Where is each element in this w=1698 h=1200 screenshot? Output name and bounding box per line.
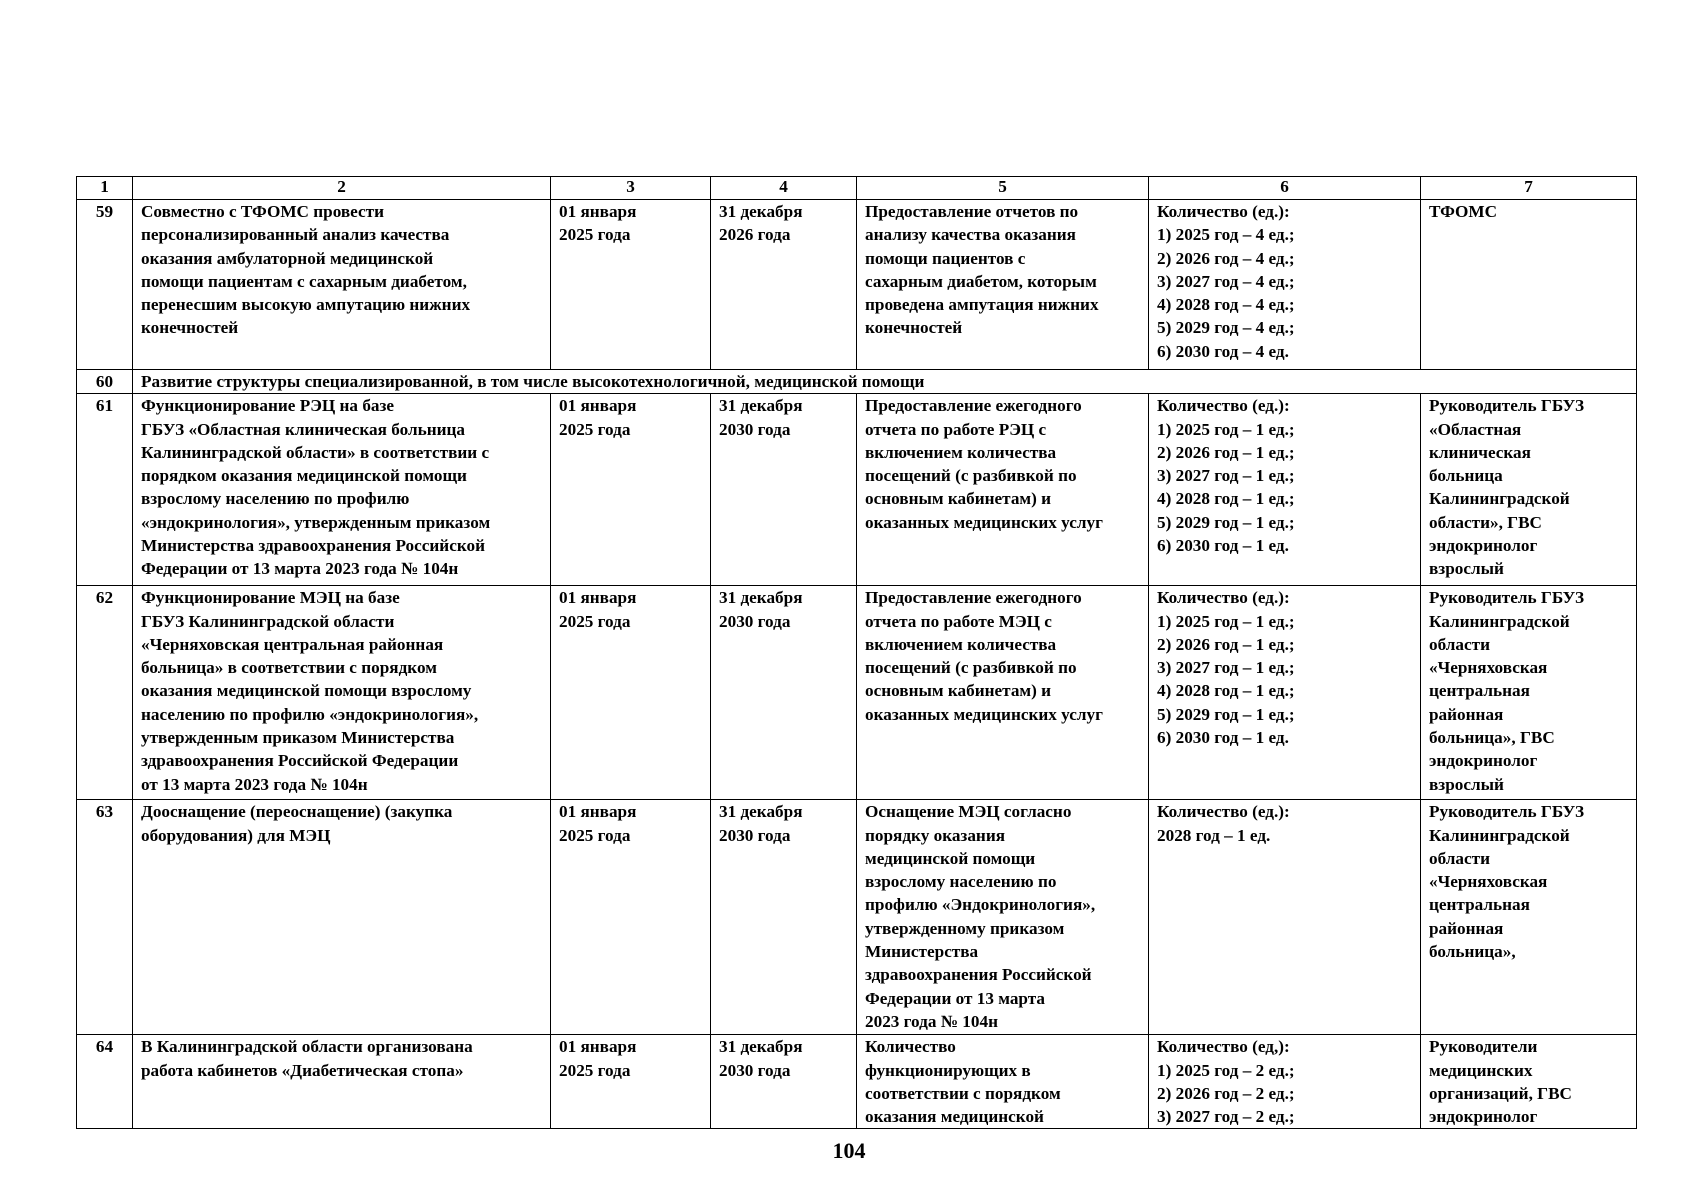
- cell-text-line: проведена ампутация нижних: [865, 295, 1099, 315]
- cell-text-line: 6) 2030 год – 1 ед.: [1157, 536, 1289, 556]
- cell-text-line: 31 декабря: [719, 588, 803, 608]
- cell-text-line: соответствии с порядком: [865, 1083, 1061, 1103]
- cell-text-line: Предоставление ежегодного: [865, 588, 1082, 608]
- cell-text-line: больница» в соответствии с порядком: [141, 658, 437, 678]
- result-cell: [857, 1035, 1149, 1129]
- cell-text-line: 2025 года: [559, 611, 631, 631]
- cell-text-line: центральная: [1429, 681, 1530, 701]
- cell-text-line: отчета по работе РЭЦ с: [865, 419, 1047, 439]
- column-header: 5: [857, 177, 1149, 200]
- cell-text-line: Предоставление ежегодного: [865, 396, 1082, 416]
- result-cell: [857, 586, 1149, 800]
- indicator-cell: [1149, 394, 1421, 586]
- action-cell: [133, 394, 551, 586]
- cell-text-line: профилю «Эндокринология»,: [865, 895, 1096, 915]
- cell-text-line: 2023 года № 104н: [865, 1011, 998, 1031]
- indicator-cell: [1149, 586, 1421, 800]
- cell-text-line: посещений (с разбивкой по: [865, 466, 1077, 486]
- cell-text-line: 2030 года: [719, 611, 791, 631]
- cell-text-line: сахарным диабетом, которым: [865, 271, 1097, 291]
- cell-text-line: Количество: [865, 1037, 956, 1057]
- cell-text-line: конечностей: [865, 318, 963, 338]
- row-number: 63: [77, 800, 133, 1035]
- column-header: 2: [133, 177, 551, 200]
- start-date-cell: [551, 586, 711, 800]
- action-cell: [133, 200, 551, 370]
- cell-text-line: области», ГВС: [1429, 512, 1542, 532]
- cell-text-line: эндокринолог: [1429, 751, 1538, 771]
- column-header: 3: [551, 177, 711, 200]
- cell-text-line: 2026 года: [719, 225, 791, 245]
- cell-text-line: оказания амбулаторной медицинской: [141, 248, 434, 268]
- cell-text-line: работа кабинетов «Диабетическая стопа»: [141, 1060, 464, 1080]
- start-date-cell: [551, 200, 711, 370]
- cell-text-line: 5) 2029 год – 1 ед.;: [1157, 704, 1295, 724]
- cell-text-line: от 13 марта 2023 года № 104н: [141, 774, 368, 794]
- table-row: [77, 586, 1637, 800]
- cell-text-line: «Черняховская: [1429, 872, 1548, 892]
- indicator-cell: [1149, 800, 1421, 1035]
- cell-text-line: Федерации от 13 марта 2023 года № 104н: [141, 559, 459, 579]
- cell-text-line: 01 января: [559, 202, 637, 221]
- cell-text-line: центральная: [1429, 895, 1530, 915]
- column-header: 1: [77, 177, 133, 200]
- cell-text-line: Калининградской области» в соответствии с: [141, 442, 490, 462]
- cell-text-line: функционирующих в: [865, 1060, 1031, 1080]
- cell-text-line: оказания медицинской помощи взрослому: [141, 681, 472, 701]
- cell-text-line: 01 января: [559, 1037, 637, 1057]
- table-row: [77, 200, 1637, 370]
- cell-text-line: клиническая: [1429, 442, 1531, 462]
- result-cell: [857, 200, 1149, 370]
- cell-text-line: 3) 2027 год – 2 ед.;: [1157, 1107, 1295, 1127]
- table-header-row: [77, 177, 1637, 200]
- cell-text-line: 1) 2025 год – 1 ед.;: [1157, 611, 1295, 631]
- end-date-cell: [711, 586, 857, 800]
- cell-text-line: 2) 2026 год – 2 ед.;: [1157, 1083, 1295, 1103]
- plan-table: [76, 176, 1637, 1129]
- cell-text-line: взрослому населению по: [865, 872, 1057, 892]
- cell-text-line: ТФОМС: [1429, 202, 1498, 221]
- cell-text-line: 01 января: [559, 588, 637, 608]
- cell-text-line: ГБУЗ «Областная клиническая больница: [141, 419, 465, 439]
- cell-text-line: Министерства здравоохранения Российской: [141, 536, 486, 556]
- cell-text-line: 4) 2028 год – 1 ед.;: [1157, 489, 1295, 509]
- cell-text-line: основным кабинетам) и: [865, 489, 1052, 509]
- table-row: [77, 370, 1637, 394]
- page-number: 104: [832, 1138, 866, 1163]
- row-number: 60: [77, 370, 133, 394]
- cell-text-line: 2) 2026 год – 1 ед.;: [1157, 634, 1295, 654]
- cell-text-line: здравоохранения Российской: [865, 965, 1092, 985]
- cell-text-line: Функционирование МЭЦ на базе: [141, 588, 400, 608]
- cell-text-line: 2025 года: [559, 419, 631, 439]
- cell-text-line: 31 декабря: [719, 802, 803, 822]
- cell-text-line: больница: [1429, 466, 1503, 486]
- start-date-cell: [551, 394, 711, 586]
- cell-text-line: утвержденному приказом: [865, 918, 1065, 938]
- cell-text-line: помощи пациентам с сахарным диабетом,: [141, 271, 467, 291]
- cell-text-line: 6) 2030 год – 4 ед.: [1157, 341, 1289, 361]
- result-cell: [857, 394, 1149, 586]
- cell-text-line: Предоставление отчетов по: [865, 202, 1079, 221]
- cell-text-line: анализу качества оказания: [865, 225, 1076, 245]
- end-date-cell: [711, 1035, 857, 1129]
- cell-text-line: оборудования) для МЭЦ: [141, 825, 331, 845]
- cell-text-line: 31 декабря: [719, 1037, 803, 1057]
- end-date-cell: [711, 800, 857, 1035]
- cell-text-line: посещений (с разбивкой по: [865, 658, 1077, 678]
- cell-text-line: 2028 год – 1 ед.: [1157, 825, 1271, 845]
- cell-text-line: порядком оказания медицинской помощи: [141, 466, 467, 486]
- cell-text-line: Дооснащение (переоснащение) (закупка: [141, 802, 453, 822]
- cell-text-line: эндокринолог: [1429, 1107, 1538, 1127]
- cell-text-line: 5) 2029 год – 1 ед.;: [1157, 512, 1295, 532]
- cell-text-line: Совместно с ТФОМС провести: [141, 202, 384, 221]
- result-cell: [857, 800, 1149, 1035]
- cell-text-line: эндокринолог: [1429, 536, 1538, 556]
- cell-text-line: Калининградской: [1429, 825, 1570, 845]
- cell-text-line: Руководители: [1429, 1037, 1538, 1057]
- cell-text-line: взрослый: [1429, 559, 1504, 579]
- cell-text-line: включением количества: [865, 442, 1057, 462]
- cell-text-line: оказания медицинской: [865, 1107, 1044, 1127]
- cell-text-line: 3) 2027 год – 1 ед.;: [1157, 658, 1295, 678]
- table-row: [77, 1035, 1637, 1129]
- cell-text-line: Калининградской: [1429, 611, 1570, 631]
- cell-text-line: ГБУЗ Калининградской области: [141, 611, 395, 631]
- cell-text-line: 2) 2026 год – 4 ед.;: [1157, 248, 1295, 268]
- responsible-cell: [1421, 200, 1637, 370]
- cell-text-line: включением количества: [865, 634, 1057, 654]
- cell-text-line: 2025 года: [559, 1060, 631, 1080]
- start-date-cell: [551, 800, 711, 1035]
- cell-text-line: области: [1429, 848, 1490, 868]
- cell-text-line: оказанных медицинских услуг: [865, 704, 1103, 724]
- cell-text-line: 3) 2027 год – 4 ед.;: [1157, 271, 1295, 291]
- cell-text-line: медицинской помощи: [865, 848, 1036, 868]
- cell-text-line: Руководитель ГБУЗ: [1429, 588, 1585, 608]
- cell-text-line: Количество (ед.):: [1157, 588, 1290, 608]
- indicator-cell: [1149, 1035, 1421, 1129]
- cell-text-line: 4) 2028 год – 1 ед.;: [1157, 681, 1295, 701]
- cell-text-line: 2025 года: [559, 825, 631, 845]
- cell-text-line: больница»,: [1429, 942, 1516, 962]
- cell-text-line: Оснащение МЭЦ согласно: [865, 802, 1072, 822]
- cell-text-line: медицинских: [1429, 1060, 1533, 1080]
- cell-text-line: 5) 2029 год – 4 ед.;: [1157, 318, 1295, 338]
- cell-text-line: 2) 2026 год – 1 ед.;: [1157, 442, 1295, 462]
- row-number: 59: [77, 200, 133, 370]
- cell-text-line: персонализированный анализ качества: [141, 225, 450, 245]
- table-row: [77, 394, 1637, 586]
- cell-text-line: 1) 2025 год – 4 ед.;: [1157, 225, 1295, 245]
- cell-text-line: утвержденным приказом Министерства: [141, 728, 455, 748]
- cell-text-line: Руководитель ГБУЗ: [1429, 396, 1585, 416]
- cell-text-line: Министерства: [865, 942, 979, 962]
- cell-text-line: Федерации от 13 марта: [865, 988, 1045, 1008]
- column-header: 7: [1421, 177, 1637, 200]
- cell-text-line: Количество (ед.):: [1157, 396, 1290, 416]
- cell-text-line: 6) 2030 год – 1 ед.: [1157, 728, 1289, 748]
- table-body: [77, 200, 1637, 1129]
- cell-text-line: 2030 года: [719, 825, 791, 845]
- cell-text-line: порядку оказания: [865, 825, 1006, 845]
- cell-text-line: больница», ГВС: [1429, 728, 1555, 748]
- start-date-cell: [551, 1035, 711, 1129]
- end-date-cell: [711, 394, 857, 586]
- cell-text-line: 3) 2027 год – 1 ед.;: [1157, 466, 1295, 486]
- cell-text-line: 1) 2025 год – 2 ед.;: [1157, 1060, 1295, 1080]
- responsible-cell: [1421, 800, 1637, 1035]
- cell-text-line: основным кабинетам) и: [865, 681, 1052, 701]
- cell-text-line: 01 января: [559, 396, 637, 416]
- cell-text-line: населению по профилю «эндокринология»,: [141, 704, 479, 724]
- cell-text-line: 2030 года: [719, 419, 791, 439]
- action-cell: [133, 1035, 551, 1129]
- row-number: 61: [77, 394, 133, 586]
- section-heading-cell: Развитие структуры специализированной, в том числе высокотехнологичной, медицинской помощи: [133, 370, 1637, 394]
- cell-text-line: «Черняховская центральная районная: [141, 634, 444, 654]
- cell-text-line: области: [1429, 634, 1490, 654]
- cell-text-line: организаций, ГВС: [1429, 1083, 1572, 1103]
- table-row: [77, 800, 1637, 1035]
- responsible-cell: [1421, 586, 1637, 800]
- cell-text-line: помощи пациентов с: [865, 248, 1026, 268]
- cell-text-line: «эндокринология», утвержденным приказом: [141, 512, 491, 532]
- cell-text-line: 01 января: [559, 802, 637, 822]
- cell-text-line: 31 декабря: [719, 202, 803, 221]
- cell-text-line: Количество (ед.):: [1157, 802, 1290, 822]
- cell-text-line: районная: [1429, 704, 1504, 724]
- cell-text-line: 1) 2025 год – 1 ед.;: [1157, 419, 1295, 439]
- cell-text-line: «Областная: [1429, 419, 1522, 439]
- cell-text-line: Количество (ед,):: [1157, 1037, 1290, 1057]
- cell-text-line: оказанных медицинских услуг: [865, 512, 1103, 532]
- action-cell: [133, 800, 551, 1035]
- row-number: 64: [77, 1035, 133, 1129]
- cell-text-line: конечностей: [141, 318, 239, 338]
- responsible-cell: [1421, 1035, 1637, 1129]
- cell-text-line: 4) 2028 год – 4 ед.;: [1157, 295, 1295, 315]
- action-cell: [133, 586, 551, 800]
- cell-text-line: взрослому населению по профилю: [141, 489, 410, 509]
- indicator-cell: [1149, 200, 1421, 370]
- column-header: 4: [711, 177, 857, 200]
- column-header: 6: [1149, 177, 1421, 200]
- cell-text-line: 2025 года: [559, 225, 631, 245]
- cell-text-line: В Калининградской области организована: [141, 1037, 473, 1057]
- cell-text-line: районная: [1429, 918, 1504, 938]
- cell-text-line: Руководитель ГБУЗ: [1429, 802, 1585, 822]
- cell-text-line: здравоохранения Российской Федерации: [141, 751, 459, 771]
- row-number: 62: [77, 586, 133, 800]
- cell-text-line: взрослый: [1429, 774, 1504, 794]
- cell-text-line: 2030 года: [719, 1060, 791, 1080]
- end-date-cell: [711, 200, 857, 370]
- cell-text-line: «Черняховская: [1429, 658, 1548, 678]
- cell-text-line: Калининградской: [1429, 489, 1570, 509]
- cell-text-line: Количество (ед.):: [1157, 202, 1290, 221]
- responsible-cell: [1421, 394, 1637, 586]
- cell-text-line: Функционирование РЭЦ на базе: [141, 396, 395, 416]
- cell-text-line: перенесшим высокую ампутацию нижних: [141, 295, 471, 315]
- cell-text-line: 31 декабря: [719, 396, 803, 416]
- cell-text-line: отчета по работе МЭЦ с: [865, 611, 1052, 631]
